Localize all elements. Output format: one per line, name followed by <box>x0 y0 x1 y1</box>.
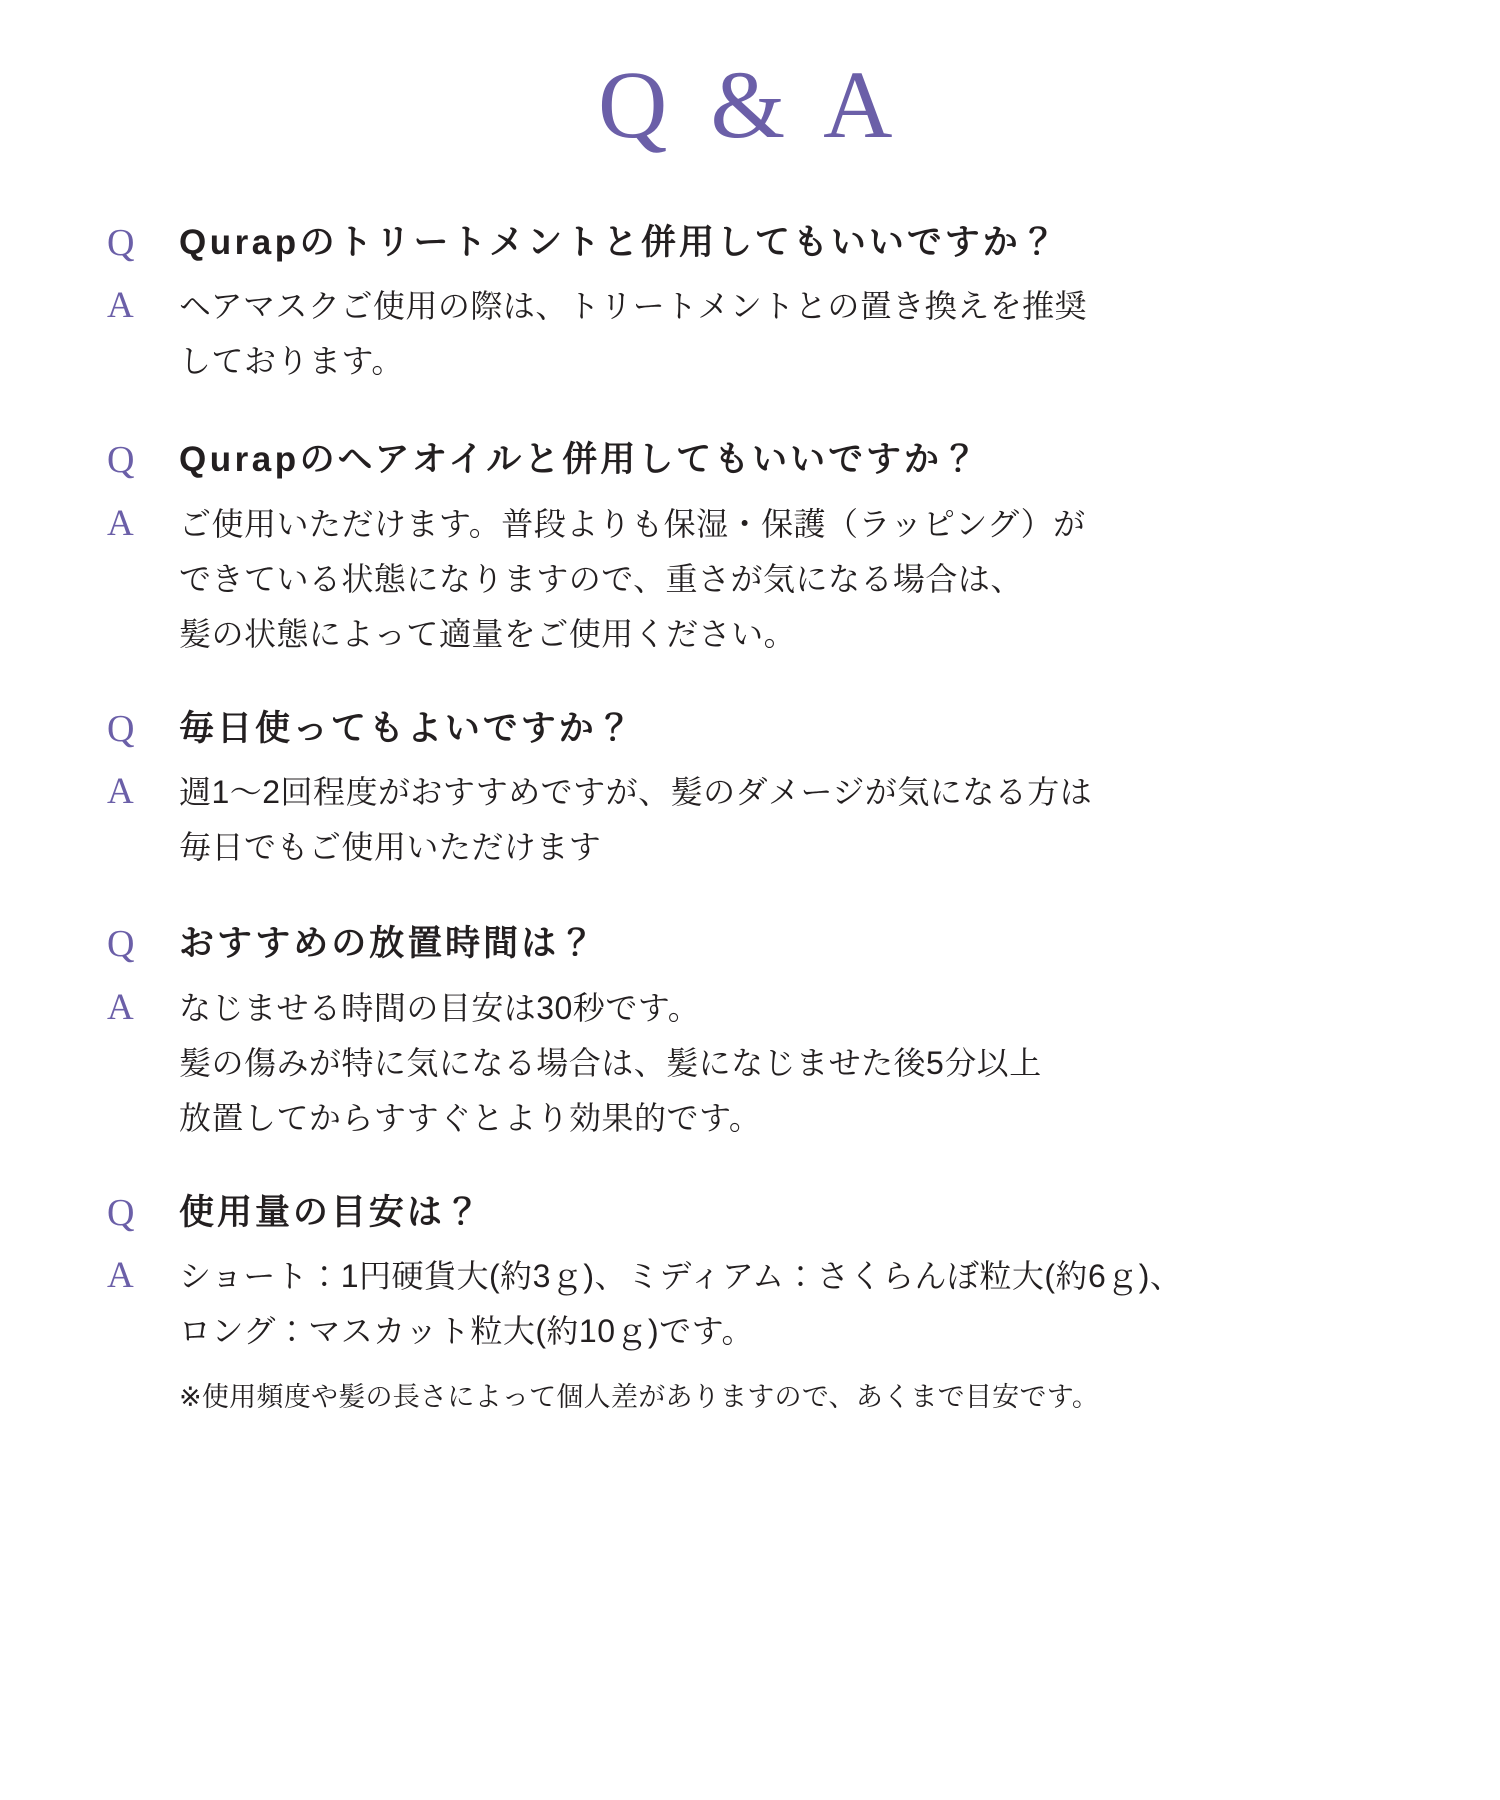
answer-line: ご使用いただけます。普段よりも保湿・保護（ラッピング）が <box>179 505 1086 542</box>
faq-question-text <box>179 921 1405 967</box>
faq-question-row <box>101 437 1405 485</box>
question-marker: Q <box>107 439 135 482</box>
answer-line: 毎日でもご使用いただけます <box>179 829 602 866</box>
qa-content <box>95 0 1405 1421</box>
answer-line: 髪の状態によって適量をご使用ください。 <box>179 615 797 652</box>
question-body: のトリートメントと併用してもいいですか？ <box>299 222 1059 262</box>
answer-line: 髪の傷みが特に気になる場合は、髪になじませた後5分以上 <box>179 1044 1042 1081</box>
question-body: 使用量の目安は？ <box>179 1192 483 1232</box>
answer-marker: A <box>107 771 134 813</box>
page-title: Q & A <box>597 51 903 158</box>
faq-question-row <box>101 1190 1405 1238</box>
answer-line: ロング：マスカット粒大(約10ｇ)です。 <box>179 1313 754 1350</box>
faq-item <box>101 220 1405 390</box>
question-body: 毎日使ってもよいですか？ <box>179 708 635 748</box>
faq-answer-text <box>179 279 1405 389</box>
question-body: おすすめの放置時間は？ <box>179 924 598 964</box>
faq-answer-text <box>179 981 1405 1146</box>
brand-name: Qurap <box>179 222 300 262</box>
answer-line: 放置してからすすぐとより効果的です。 <box>179 1099 762 1136</box>
answer-line: 週1〜2回程度がおすすめですが、髪のダメージが気になる方は <box>179 774 1093 811</box>
faq-item <box>101 921 1405 1146</box>
faq-item <box>101 1190 1405 1421</box>
question-marker: Q <box>107 707 135 750</box>
faq-item <box>101 437 1405 662</box>
answer-line: しております。 <box>179 343 404 380</box>
faq-answer-row <box>101 497 1405 662</box>
faq-answer-text <box>179 765 1405 875</box>
answer-line: できている状態になりますので、重さが気になる場合は、 <box>179 560 1023 597</box>
answer-note: ※使用頻度や髪の長さによって個人差がありますので、あくまで目安です。 <box>179 1382 1100 1413</box>
faq-question-row <box>101 921 1405 969</box>
answer-marker: A <box>107 986 134 1028</box>
faq-answer-text <box>179 1249 1405 1421</box>
question-marker: Q <box>107 221 135 264</box>
answer-line: ショート：1円硬貨大(約3ｇ)、ミディアム：さくらんぼ粒大(約6ｇ)、 <box>179 1258 1183 1295</box>
faq-item <box>101 706 1405 876</box>
faq-list <box>95 220 1405 1422</box>
faq-question-text <box>179 1190 1405 1236</box>
faq-question-text <box>179 220 1405 266</box>
answer-line: ヘアマスクご使用の際は、トリートメントとの置き換えを推奨 <box>179 288 1088 325</box>
answer-line: なじませる時間の目安は30秒です。 <box>179 989 701 1026</box>
answer-marker: A <box>107 502 134 544</box>
answer-marker: A <box>107 1255 134 1297</box>
faq-answer-row <box>101 981 1405 1146</box>
faq-answer-row <box>101 279 1405 389</box>
faq-question-text <box>179 706 1405 752</box>
faq-answer-text <box>179 497 1405 662</box>
faq-answer-row <box>101 1249 1405 1421</box>
question-marker: Q <box>107 1191 135 1234</box>
question-body: のヘアオイルと併用してもいいですか？ <box>299 440 980 480</box>
faq-question-row <box>101 706 1405 754</box>
question-marker: Q <box>107 923 135 966</box>
faq-answer-row <box>101 765 1405 875</box>
faq-question-text <box>179 437 1405 483</box>
brand-name: Qurap <box>179 440 300 480</box>
faq-question-row <box>101 220 1405 268</box>
answer-marker: A <box>107 285 134 327</box>
